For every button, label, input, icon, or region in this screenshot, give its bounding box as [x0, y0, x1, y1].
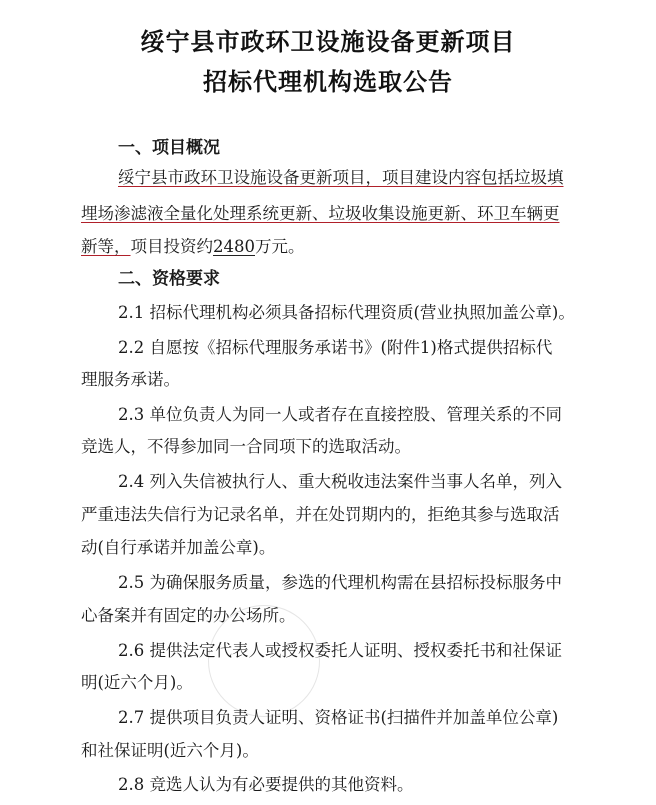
section-1-para-line-1: 绥宁县市政环卫设施设备更新项目，项目建设内容包括垃圾填: [118, 168, 564, 187]
title-line-1: 绥宁县市政环卫设施设备更新项目: [140, 28, 516, 56]
requirement-2-2-cont: 理服务承诺。: [81, 370, 180, 389]
title-line-2: 招标代理机构选取公告: [203, 68, 453, 96]
faint-stamp-mark: [208, 605, 320, 717]
investment-amount: 2480: [213, 237, 255, 256]
investment-label: 项目投资约: [130, 237, 213, 256]
requirement-2-5-cont: 心备案并有固定的办公场所。: [81, 606, 296, 625]
section-1-heading: 一、项目概况: [118, 138, 220, 158]
requirement-2-1: 2.1 招标代理机构必须具备招标代理资质(营业执照加盖公章)。: [118, 303, 575, 322]
requirement-2-8: 2.8 竞选人认为有必要提供的其他资料。: [118, 775, 414, 794]
section-2-heading: 二、资格要求: [118, 269, 220, 289]
requirement-2-6: 2.6 提供法定代表人或授权委托人证明、授权委托书和社保证: [118, 641, 562, 660]
section-1-para-line-3: [81, 237, 305, 257]
requirement-2-7-cont: 和社保证明(近六个月)。: [81, 741, 259, 760]
requirement-2-3-cont: 竞选人，不得参加同一合同项下的选取活动。: [81, 437, 411, 456]
requirement-2-7: 2.7 提供项目负责人证明、资格证书(扫描件并加盖单位公章): [118, 708, 559, 727]
section-1-para-line-2: 埋场渗滤液全量化处理系统更新、垃圾收集设施更新、环卫车辆更: [81, 204, 560, 223]
requirement-2-3: 2.3 单位负责人为同一人或者存在直接控股、管理关系的不同: [118, 405, 562, 424]
requirement-2-4: 2.4 列入失信被执行人、重大税收违法案件当事人名单，列入: [118, 472, 562, 491]
requirement-2-4-cont-1: 严重违法失信行为记录名单，并在处罚期内的，拒绝其参与选取活: [81, 505, 560, 524]
requirement-2-2: 2.2 自愿按《招标代理服务承诺书》(附件1)格式提供招标代: [118, 338, 553, 357]
requirement-2-6-cont: 明(近六个月)。: [81, 673, 193, 692]
requirement-2-5: 2.5 为确保服务质量，参选的代理机构需在县招标投标服务中: [118, 573, 562, 592]
investment-unit: 万元。: [255, 237, 305, 256]
requirement-2-4-cont-2: 动(自行承诺并加盖公章)。: [81, 538, 276, 557]
project-note: 新等，: [81, 237, 131, 256]
